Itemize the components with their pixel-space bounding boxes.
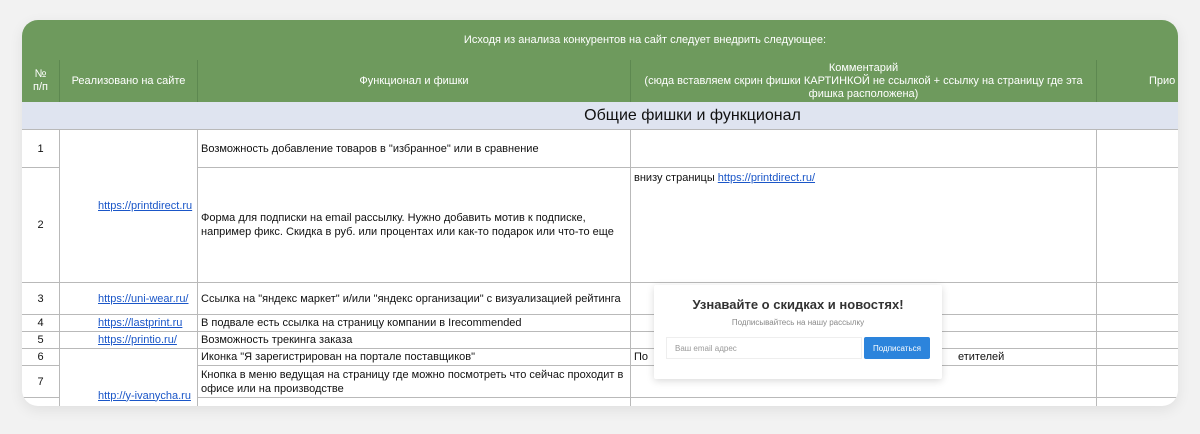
site-link-lastprint[interactable]: https://lastprint.ru <box>98 317 183 329</box>
feature-cell[interactable]: Иконка "Я зарегистрирован на портале поставщиков" <box>198 349 631 366</box>
comment-text-left: По <box>634 351 649 363</box>
popup-subtitle: Подписывайтесь на нашу рассылку <box>731 318 865 327</box>
section-title: Общие фишки и функционал <box>584 106 801 124</box>
site-cell[interactable] <box>60 130 198 283</box>
priority-cell[interactable] <box>1097 315 1178 332</box>
header-priority[interactable]: Прио <box>1149 74 1176 87</box>
table-body <box>22 130 1178 406</box>
row-num[interactable]: 3 <box>22 283 60 315</box>
row-num[interactable]: 2 <box>22 168 60 283</box>
row-num[interactable]: 4 <box>22 315 60 332</box>
subscribe-popup <box>654 285 942 379</box>
screenshot-card <box>22 20 1178 406</box>
row-num[interactable]: 7 <box>22 366 60 398</box>
site-cell[interactable] <box>60 332 198 349</box>
feature-cell[interactable]: В подвале есть ссылка на страницу компании в Irecommended <box>198 315 631 332</box>
feature-cell[interactable]: Возможность добавление товаров в "избранное" или в сравнение <box>198 130 631 168</box>
comment-text-right: етителей <box>958 351 1005 363</box>
site-cell[interactable] <box>60 349 198 406</box>
priority-cell[interactable] <box>1097 283 1178 315</box>
feature-cell[interactable]: Кнопка в меню ведущая на страницу где можно посмотреть что сейчас проходит в офисе или на производстве <box>198 366 631 398</box>
site-link-printio[interactable]: https://printio.ru/ <box>98 334 177 346</box>
comment-link[interactable]: https://printdirect.ru/ <box>717 172 816 184</box>
feature-cell[interactable]: Ссылка на "яндекс маркет" и/или "яндекс организации" с визуализацией рейтинга <box>198 283 631 315</box>
header-site[interactable]: Реализовано на сайте <box>60 60 198 102</box>
site-cell[interactable] <box>60 283 198 315</box>
column-headers <box>22 60 1178 102</box>
header-banner <box>22 20 1178 60</box>
feature-cell[interactable] <box>198 398 631 406</box>
header-num[interactable]: № п/п <box>22 60 60 102</box>
priority-cell[interactable] <box>1097 366 1178 398</box>
row-num[interactable]: 6 <box>22 349 60 366</box>
priority-cell[interactable] <box>1097 168 1178 283</box>
header-banner-text: Исходя из анализа конкурентов на сайт следует внедрить следующее: <box>463 34 827 46</box>
site-link-uniwear[interactable]: https://uni-wear.ru/ <box>98 292 189 305</box>
email-input[interactable]: Ваш email адрес <box>666 337 862 359</box>
site-link-printdirect[interactable]: https://printdirect.ru <box>98 200 193 212</box>
popup-form <box>666 337 930 359</box>
comment-cell[interactable] <box>631 130 1097 168</box>
header-feature[interactable]: Функционал и фишки <box>198 60 631 102</box>
row-num[interactable]: 1 <box>22 130 60 168</box>
priority-cell[interactable] <box>1097 332 1178 349</box>
row-num[interactable]: 5 <box>22 332 60 349</box>
section-header <box>22 102 1178 130</box>
row-num[interactable] <box>22 398 60 406</box>
priority-cell[interactable] <box>1097 349 1178 366</box>
spreadsheet <box>22 20 1178 406</box>
comment-text: внизу страницы <box>634 172 718 184</box>
subscribe-button[interactable]: Подписаться <box>864 337 930 359</box>
popup-title: Узнавайте о скидках и новостях! <box>692 297 904 312</box>
site-link-ivanycha[interactable]: http://y-ivanycha.ru <box>98 389 191 402</box>
priority-cell[interactable] <box>1097 130 1178 168</box>
feature-cell[interactable]: Возможность трекинга заказа <box>198 332 631 349</box>
header-comment[interactable]: Комментарий (сюда вставляем скрин фишки КАРТИНКОЙ не ссылкой + ссылку на страницу где эта фишка расположена) <box>631 60 1097 102</box>
feature-cell[interactable]: Форма для подписки на email рассылку. Нужно добавить мотив к подписке, например фикс. Скидка в руб. или процентах или как-то подарок или что-то еще <box>198 168 631 283</box>
site-cell[interactable] <box>60 315 198 332</box>
comment-cell[interactable] <box>631 398 1097 406</box>
comment-cell[interactable] <box>631 168 1097 283</box>
